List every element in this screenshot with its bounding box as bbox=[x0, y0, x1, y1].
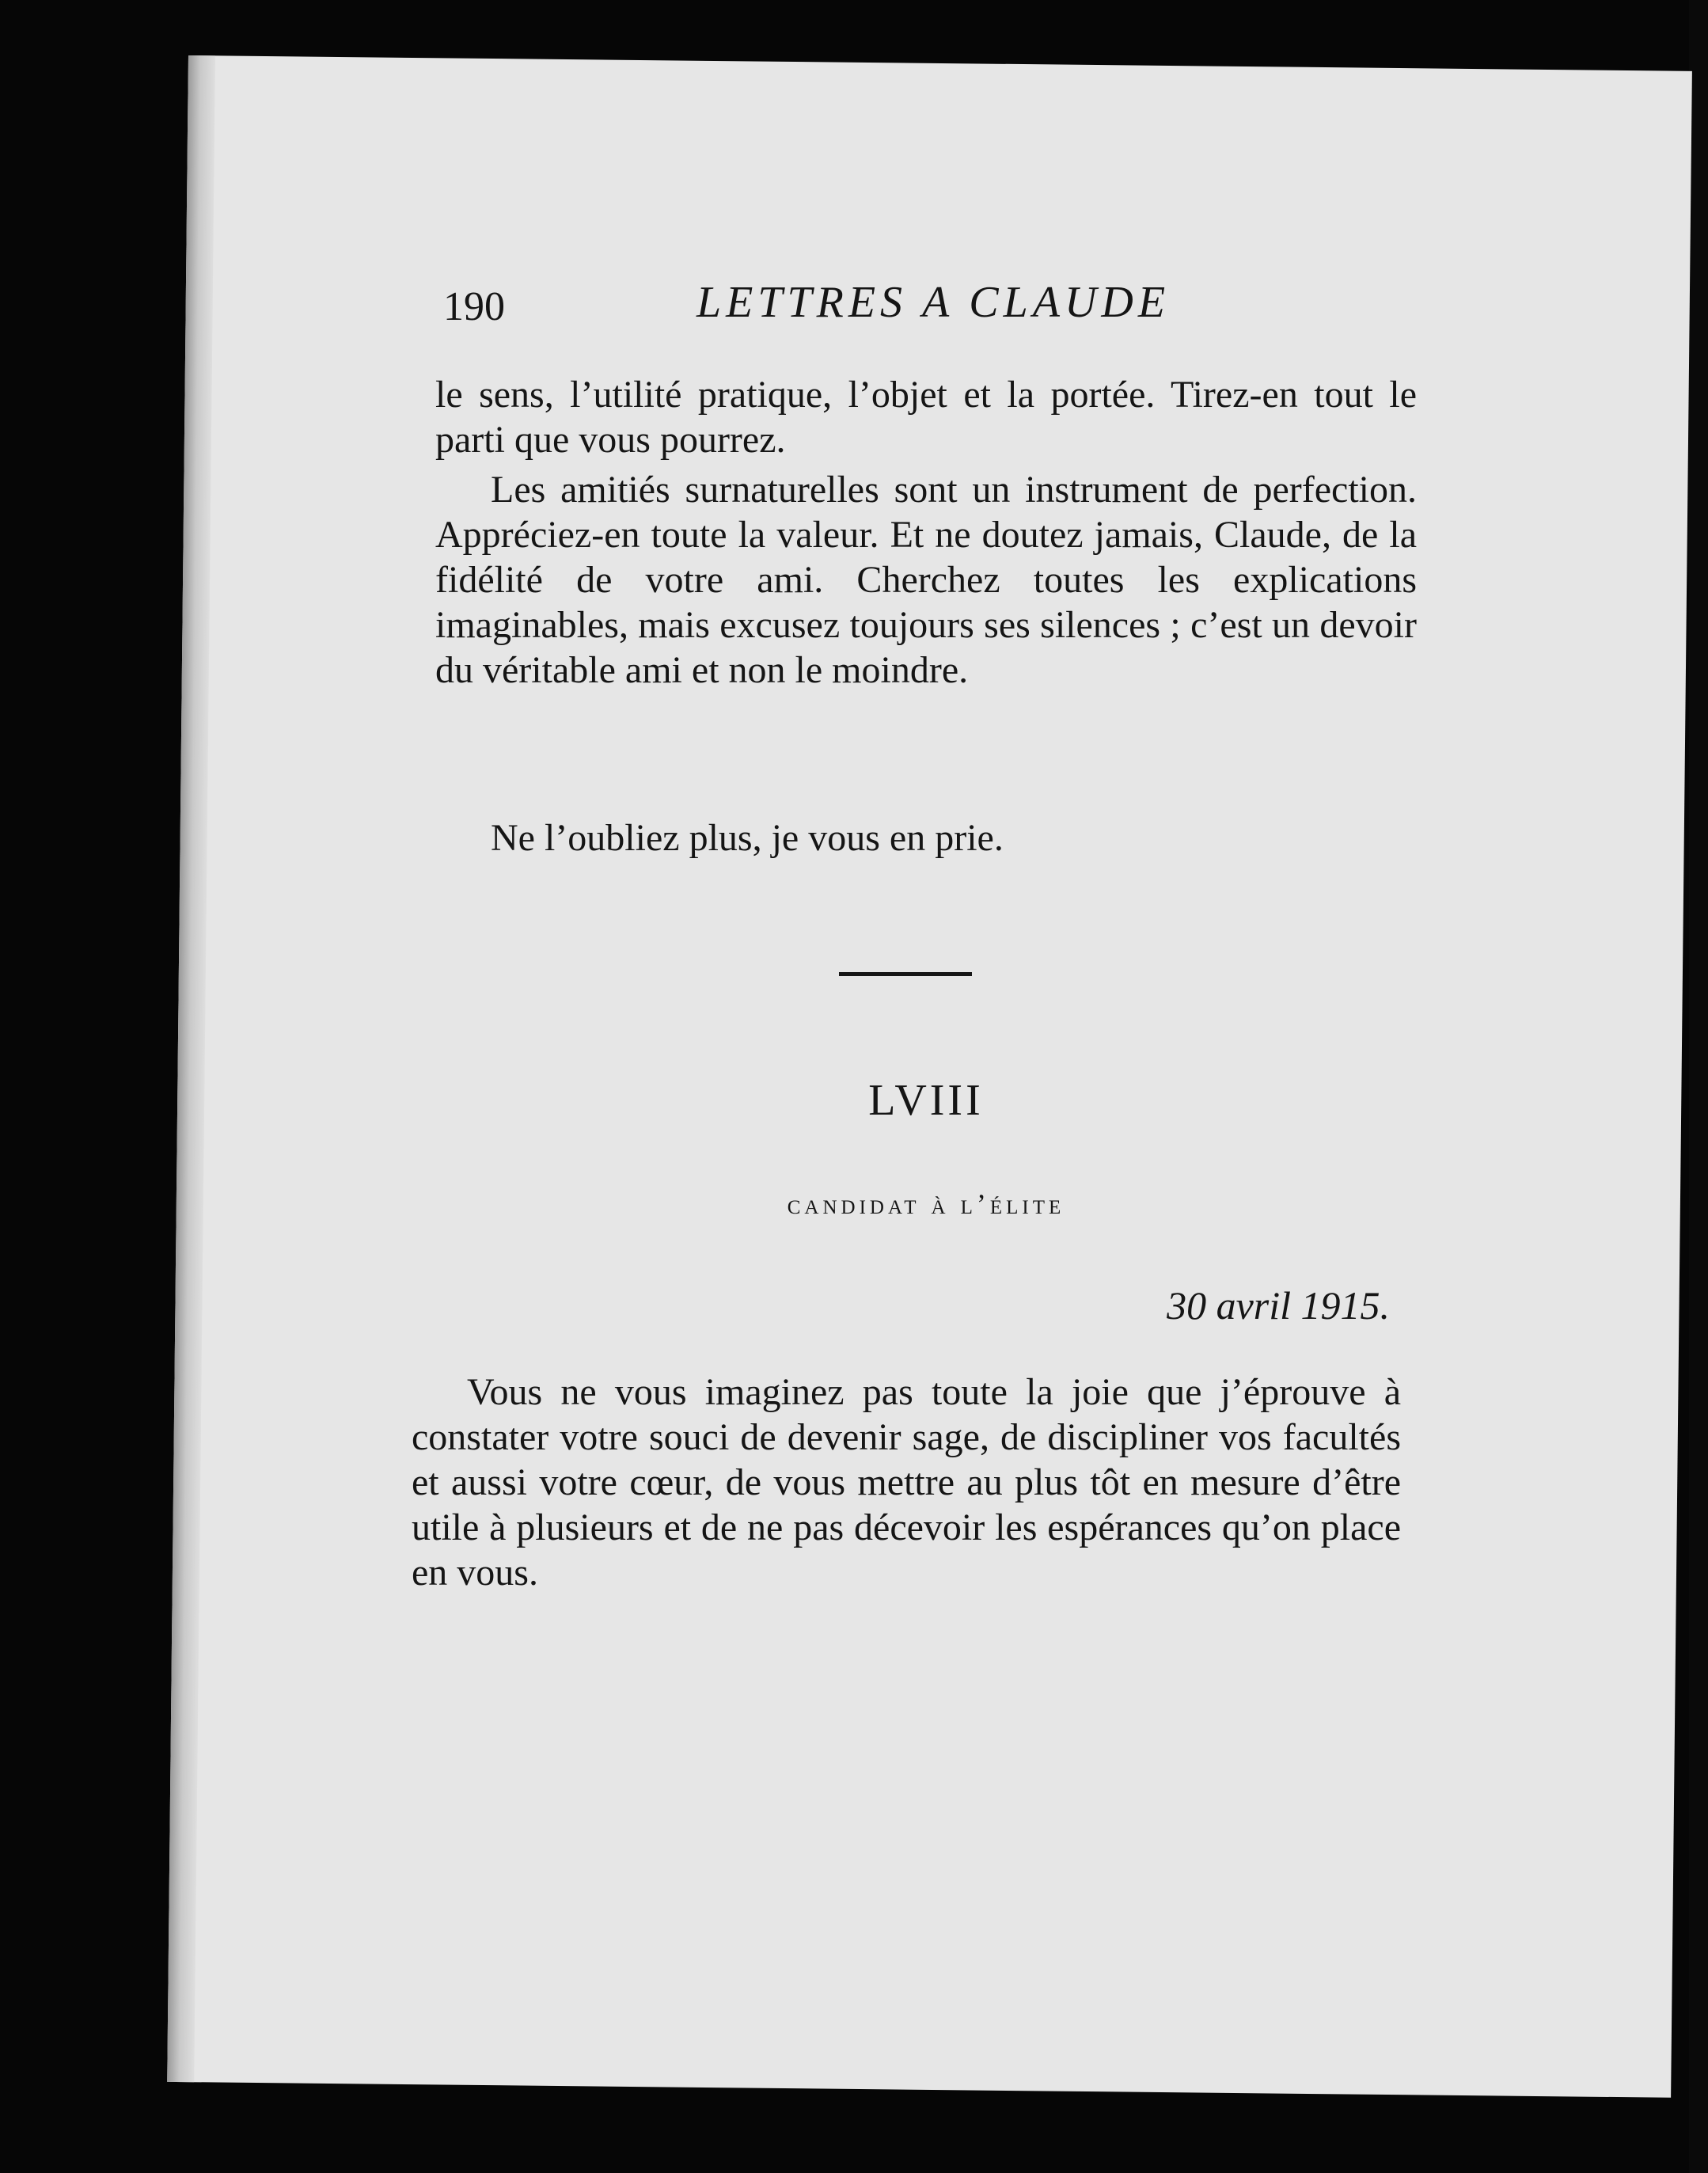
section-separator-rule bbox=[839, 972, 972, 976]
paragraph-continuation: le sens, l’utilité pratique, l’objet et la portée. Tirez-en tout le parti que vous pourrez. bbox=[435, 374, 1417, 461]
paragraph-closing: Ne l’oubliez plus, je vous en prie. bbox=[491, 817, 1004, 859]
running-head bbox=[443, 277, 1448, 356]
paragraph-friendships: Les amitiés surnaturelles sont un instrument de perfection. Appréciez-en toute la valeur. Et ne doutez jamais, Claude, de la fidélité de votre ami. Cherchez toutes les explications imaginables, mais excusez toujours ses silences ; c’est un devoir du véritable ami et non le moindre. bbox=[435, 469, 1417, 691]
scan-right-edge bbox=[1689, 0, 1708, 2173]
running-title: LETTRES A CLAUDE bbox=[696, 278, 1171, 327]
chapter-number: LVIII bbox=[868, 1076, 984, 1125]
chapter-title: candidat à l’élite bbox=[787, 1188, 1065, 1220]
letter-date: 30 avril 1915. bbox=[1167, 1283, 1390, 1328]
page-binding-edge bbox=[167, 55, 215, 2082]
letter-paragraph: Vous ne vous imaginez pas toute la joie que j’éprouve à constater votre souci de devenir sage, de discipliner vos facultés et aussi votre cœur, de vous mettre au plus tôt en mesure d’être utile à plusieurs et de ne pas décevoir les espérances qu’on place en vous. bbox=[412, 1371, 1401, 1594]
page-number: 190 bbox=[443, 284, 505, 329]
